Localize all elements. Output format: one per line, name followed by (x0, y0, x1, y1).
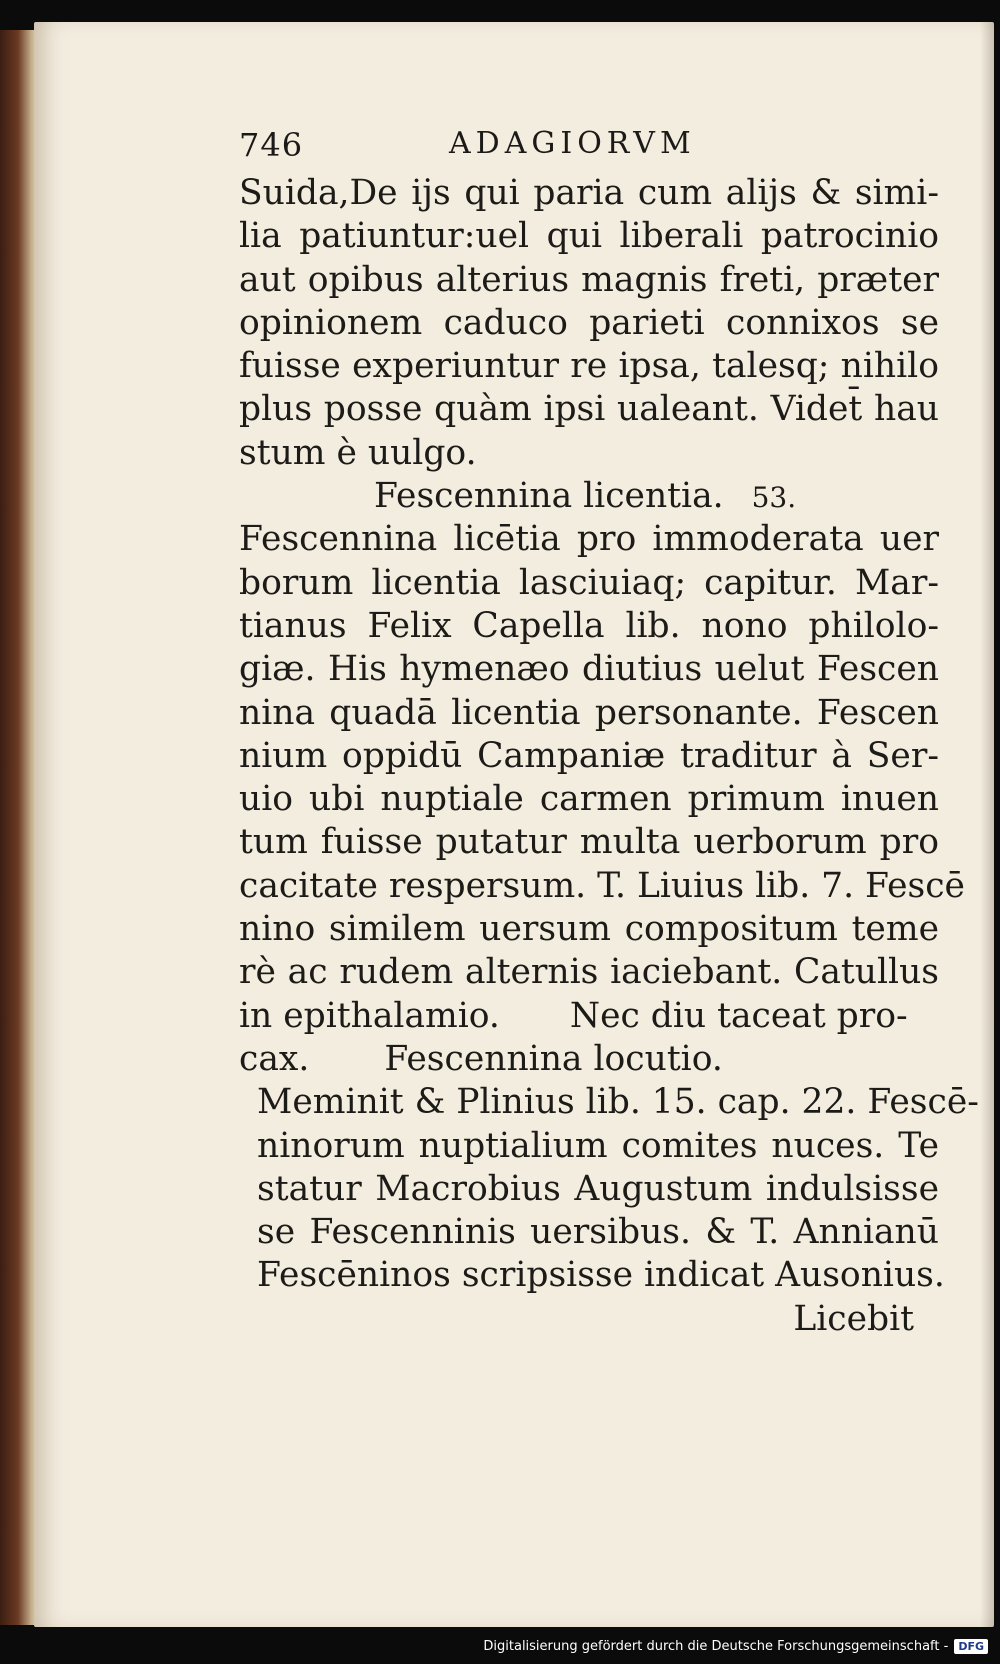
text-line: statur Macrobius Augustum indulsisse (257, 1168, 939, 1209)
text-line: tum fuisse putatur multa uerborum pro (239, 822, 939, 863)
book-page (34, 22, 994, 1627)
text-line: ninorum nuptialium comites nuces. Te (257, 1125, 939, 1166)
text-line: nium oppidū Campaniæ traditur à Ser- (239, 735, 939, 776)
quote-line (239, 995, 939, 1038)
text-line: stum è uulgo. (239, 432, 477, 473)
text-line: nino similem uersum compositum teme (239, 909, 939, 950)
running-head (239, 122, 939, 172)
text-line: borum licentia lasciuiaq; capitur. Mar- (239, 562, 939, 603)
text-line: se Fescenninis uersibus. & T. Annianū (257, 1212, 939, 1253)
text-line: Fescēninos scripsisse indicat Ausonius. (257, 1255, 945, 1296)
text-line: aut opibus alterius magnis freti, præter (239, 259, 939, 300)
text-line: plus posse quàm ipsi ualeant. Videt̄ hau (239, 389, 939, 430)
adage-number: 53. (751, 481, 797, 515)
digitization-credit (483, 1636, 988, 1656)
running-title: ADAGIORVM (449, 126, 696, 161)
text-line: Fescennina licētia pro immoderata uer (239, 519, 939, 560)
quote-line (239, 1038, 939, 1081)
quote-lead: cax. (239, 1038, 310, 1079)
adage-title: Fescennina licentia. (374, 476, 724, 517)
text-line: cacitate respersum. T. Liuius lib. 7. Fescē (239, 865, 965, 906)
text-line: giæ. His hymenæo diutius uelut Fescen (239, 649, 939, 690)
page-number: 746 (239, 126, 304, 164)
quote-text: Fescennina locutio. (384, 1038, 723, 1079)
adage-heading (239, 475, 939, 518)
text-line: lia patiuntur:uel qui liberali patrocinio (239, 216, 939, 257)
text-line: Meminit & Plinius lib. 15. cap. 22. Fescē- (257, 1082, 979, 1123)
page-text (239, 172, 979, 1341)
text-line: fuisse experiuntur re ipsa, talesq; nihilo (239, 346, 939, 387)
page-shadow (980, 22, 994, 1627)
text-line: tianus Felix Capella lib. nono philolo- (239, 605, 939, 646)
text-line: Suida,De ijs qui paria cum alijs & simi- (239, 173, 939, 213)
text-line: uio ubi nuptiale carmen primum inuen (239, 779, 939, 820)
dfg-logo-icon: DFG (954, 1639, 988, 1654)
quote-lead: in epithalamio. (239, 995, 500, 1036)
quote-text: Nec diu taceat pro- (569, 995, 908, 1036)
text-line: nina quadā licentia personante. Fescen (239, 692, 939, 733)
credit-text: Digitalisierung gefördert durch die Deutsche Forschungsgemeinschaft - (483, 1638, 949, 1654)
text-line: rè ac rudem alternis iaciebant. Catullus (239, 952, 939, 993)
catchword: Licebit (793, 1298, 914, 1339)
text-line: opinionem caduco parieti connixos se (239, 302, 939, 343)
